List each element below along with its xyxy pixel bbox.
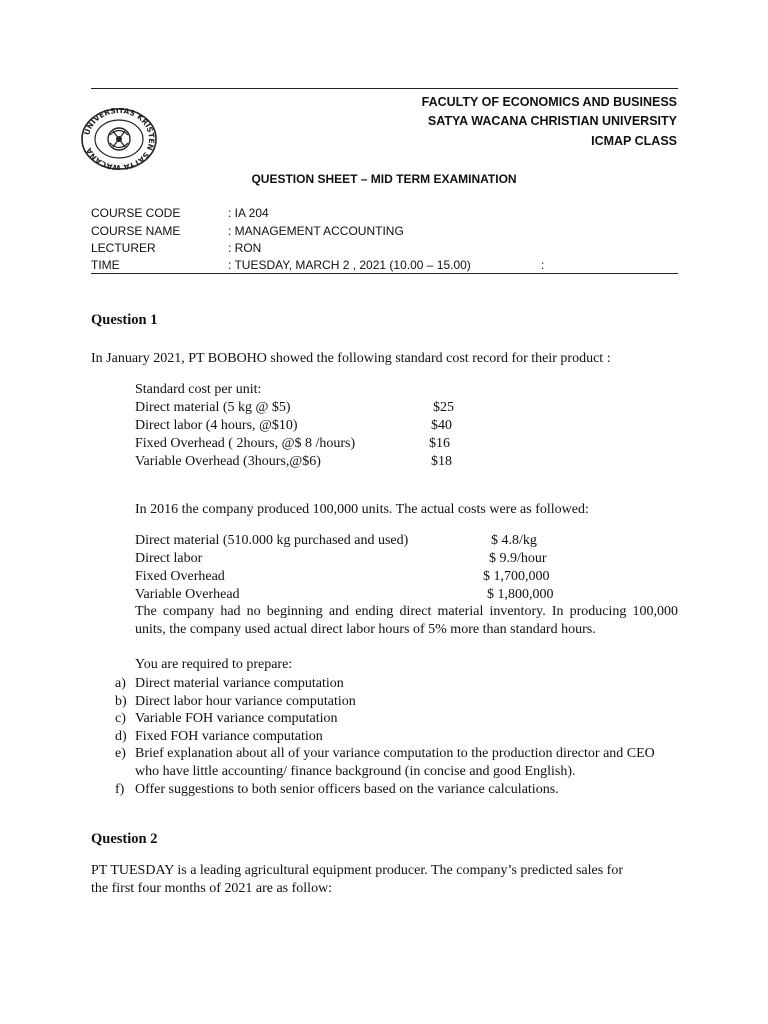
- question-2-title: Question 2: [91, 831, 158, 847]
- standard-row-label: Fixed Overhead ( 2hours, @$ 8 /hours): [135, 436, 356, 451]
- actual-row-value: $ 1,800,000: [487, 587, 554, 602]
- standard-row-value: $40: [431, 418, 452, 433]
- actual-row-value: $ 4.8/kg: [491, 533, 537, 548]
- task-list: [91, 675, 678, 798]
- course-code-value: : IA 204: [228, 206, 269, 220]
- list-item: b) Direct labor hour variance computation: [115, 693, 356, 709]
- actual-row-value: $ 1,700,000: [483, 569, 550, 584]
- seal-emblem-icon: [80, 108, 158, 170]
- course-name-label: COURSE NAME: [91, 224, 181, 238]
- faculty-name: FACULTY OF ECONOMICS AND BUSINESS: [421, 95, 677, 109]
- list-item: a) Direct material variance computation: [115, 676, 344, 691]
- info-divider: [91, 273, 678, 274]
- sheet-title: QUESTION SHEET – MID TERM EXAMINATION: [251, 172, 517, 186]
- inventory-paragraph: The company had no beginning and ending direct material inventory. In producing 100,000 units, the company used actual direct labor hours of 5% more than standard hours.: [135, 604, 678, 637]
- actual-row-label: Direct material (510.000 kg purchased and used): [135, 533, 409, 548]
- standard-row-label: Variable Overhead (3hours,@$6): [135, 454, 321, 469]
- list-item: f) Offer suggestions to both senior officers based on the variance calculations.: [115, 781, 559, 797]
- actual-row-label: Direct labor: [135, 551, 203, 566]
- actual-row-label: Fixed Overhead: [135, 569, 225, 584]
- lecturer-value: : RON: [228, 241, 262, 255]
- time-label: TIME: [91, 258, 120, 272]
- course-name-value: : MANAGEMENT ACCOUNTING: [228, 224, 404, 238]
- question-2-intro-line-2: the first four months of 2021 are as follow:: [91, 881, 333, 896]
- list-item: e) Brief explanation about all of your variance computation to the production director and CEO who have little accounting/ finance background (in concise and good English).: [115, 746, 655, 779]
- time-value: : TUESDAY, MARCH 2 , 2021 (10.00 – 15.00): [228, 258, 471, 272]
- list-item: c) Variable FOH variance computation: [115, 711, 338, 727]
- actual-row-label: Variable Overhead: [135, 587, 240, 602]
- class-name: ICMAP CLASS: [591, 134, 677, 148]
- actual-row-value: $ 9.9/hour: [489, 551, 547, 566]
- course-code-label: COURSE CODE: [91, 206, 181, 220]
- standard-row-value: $18: [431, 454, 452, 469]
- question-1-intro: In January 2021, PT BOBOHO showed the following standard cost record for their product :: [91, 351, 611, 366]
- question-2-intro-line-1: PT TUESDAY is a leading agricultural equipment producer. The company’s predicted sales for: [91, 863, 624, 878]
- standard-row-value: $25: [433, 400, 454, 415]
- time-extra: :: [541, 258, 545, 272]
- standard-row-label: Direct material (5 kg @ $5): [135, 400, 291, 415]
- top-rule: [91, 88, 678, 89]
- standard-row-value: $16: [429, 436, 450, 451]
- lecturer-label: LECTURER: [91, 241, 156, 255]
- svg-text:UNIVERSITAS KRISTEN SATYA WACA: UNIVERSITAS KRISTEN SATYA WACANA: [82, 108, 157, 170]
- question-1-title: Question 1: [91, 312, 158, 328]
- prepare-instruction: You are required to prepare:: [135, 657, 293, 672]
- list-item: d) Fixed FOH variance computation: [115, 728, 323, 744]
- university-name: SATYA WACANA CHRISTIAN UNIVERSITY: [427, 114, 677, 128]
- actual-costs-intro: In 2016 the company produced 100,000 units. The actual costs were as followed:: [135, 502, 589, 517]
- university-seal: [80, 108, 158, 170]
- standard-row-label: Direct labor (4 hours, @$10): [135, 418, 298, 433]
- standard-cost-heading: Standard cost per unit:: [135, 382, 262, 397]
